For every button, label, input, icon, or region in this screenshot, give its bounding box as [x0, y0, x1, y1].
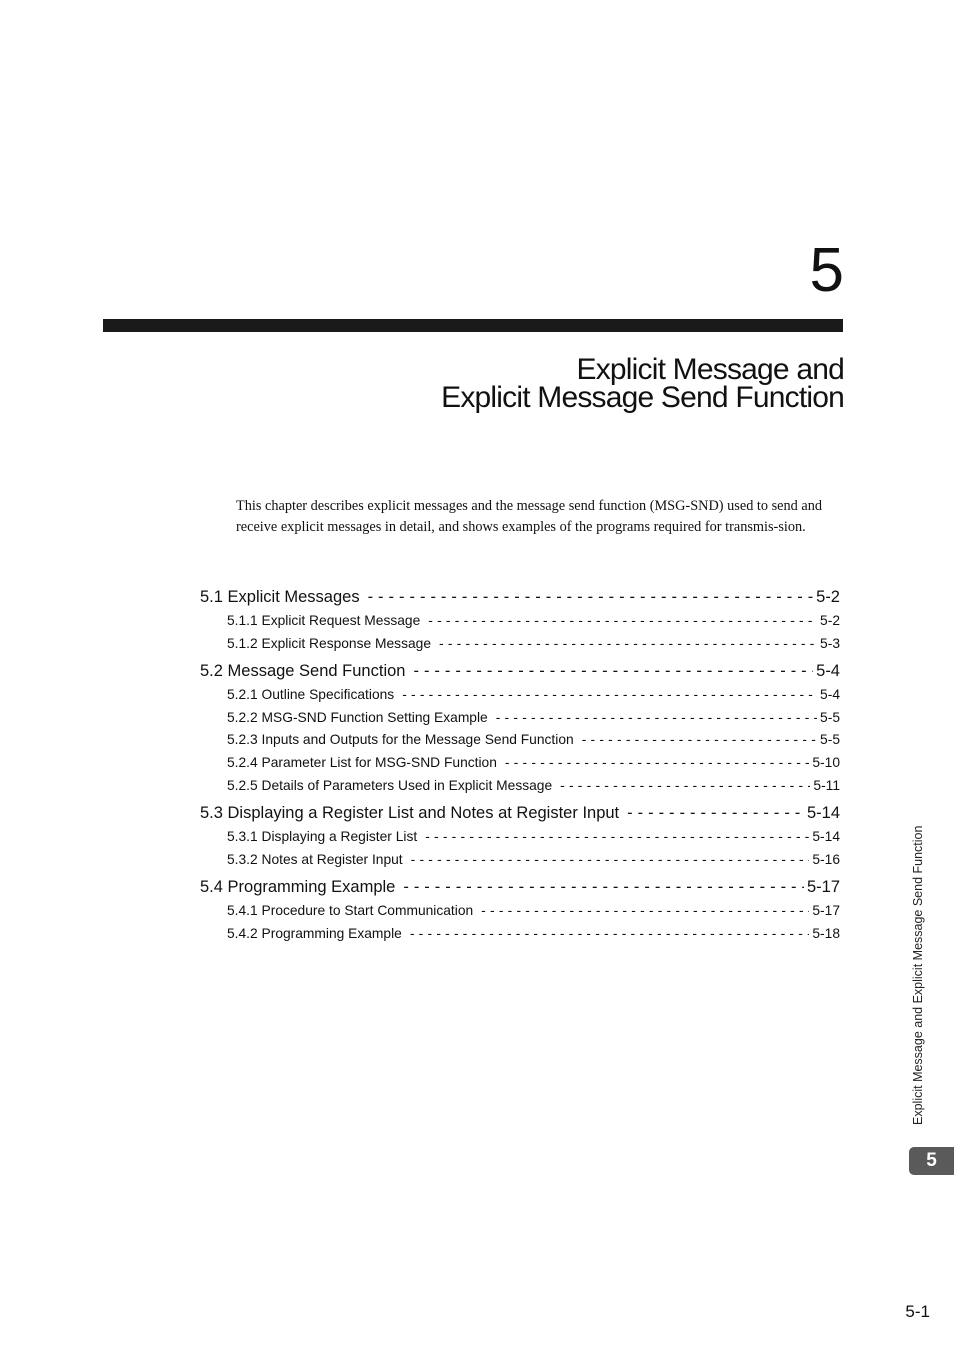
toc-subsection-5-2-2[interactable]	[200, 707, 840, 730]
toc-subsection-5-1-1[interactable]	[200, 610, 840, 633]
toc-label: 5.1 Explicit Messages	[200, 588, 360, 606]
toc-subsection-5-4-2[interactable]	[200, 923, 840, 946]
chapter-title-line-1: Explicit Message and	[576, 353, 844, 386]
chapter-intro: This chapter describes explicit messages and the message send function (MSG-SND) used to send and receive explicit messages in detail, and shows examples of the programs required for transmis-sion.	[236, 498, 823, 535]
toc-subsection-5-2-4[interactable]	[200, 752, 840, 775]
chapter-thumb-tab[interactable]: 5	[909, 1147, 954, 1175]
toc-label: 5.4.2 Programming Example	[227, 925, 402, 941]
toc-leader	[402, 684, 817, 707]
toc-label: 5.2.3 Inputs and Outputs for the Message Send Function	[227, 732, 574, 748]
toc-label: 5.2.4 Parameter List for MSG-SND Function	[227, 754, 497, 770]
toc-page: 5-18	[812, 925, 840, 941]
toc-section-5-1[interactable]	[200, 585, 840, 610]
toc-leader	[428, 610, 817, 633]
toc-leader	[413, 659, 813, 684]
side-chapter-label: Explicit Message and Explicit Message Send Function	[911, 825, 925, 1125]
chapter-divider-bar	[103, 319, 843, 332]
toc-label: 5.1.2 Explicit Response Message	[227, 635, 431, 651]
toc-subsection-5-4-1[interactable]	[200, 900, 840, 923]
toc-page: 5-11	[813, 777, 840, 793]
toc-label: 5.4.1 Procedure to Start Communication	[227, 903, 474, 919]
toc-label: 5.3.1 Displaying a Register List	[227, 829, 418, 845]
page-number: 5-1	[905, 1302, 930, 1321]
toc-page: 5-14	[806, 804, 840, 823]
toc-section-5-2[interactable]	[200, 659, 840, 684]
toc-page: 5-17	[812, 903, 840, 919]
toc-leader	[439, 633, 817, 656]
toc-page: 5-10	[812, 754, 840, 770]
toc-leader	[481, 900, 809, 923]
toc-page: 5-2	[816, 588, 840, 606]
toc-label: 5.2.2 MSG-SND Function Setting Example	[227, 709, 488, 725]
toc-subsection-5-2-5[interactable]	[200, 775, 840, 798]
chapter-number: 5	[809, 236, 844, 305]
toc-label: 5.3 Displaying a Register List and Notes at Register Input	[200, 804, 620, 823]
table-of-contents	[200, 585, 840, 946]
toc-leader	[410, 923, 810, 946]
toc-leader	[582, 729, 817, 752]
toc-subsection-5-3-1[interactable]	[200, 826, 840, 849]
toc-page: 5-3	[820, 635, 840, 651]
chapter-title	[441, 353, 844, 414]
toc-label: 5.3.2 Notes at Register Input	[227, 851, 403, 867]
toc-subsection-5-1-2[interactable]	[200, 633, 840, 656]
toc-leader	[560, 775, 810, 798]
toc-leader	[403, 875, 804, 900]
toc-subsection-5-2-3[interactable]	[200, 729, 840, 752]
toc-leader	[411, 849, 810, 872]
toc-page: 5-17	[806, 878, 840, 897]
toc-leader	[368, 585, 814, 610]
toc-label: 5.4 Programming Example	[200, 878, 396, 897]
toc-page: 5-5	[820, 732, 840, 748]
toc-section-5-4[interactable]	[200, 875, 840, 900]
toc-page: 5-14	[812, 829, 840, 845]
toc-page: 5-5	[820, 709, 840, 725]
toc-subsection-5-3-2[interactable]	[200, 849, 840, 872]
toc-label: 5.2.5 Details of Parameters Used in Explicit Message	[227, 777, 553, 793]
toc-leader	[627, 801, 804, 826]
toc-page: 5-2	[820, 613, 840, 628]
toc-leader	[496, 707, 817, 730]
toc-page: 5-4	[816, 662, 840, 681]
toc-page: 5-16	[812, 851, 840, 867]
toc-leader	[505, 752, 809, 775]
toc-label: 5.2.1 Outline Specifications	[227, 687, 395, 703]
toc-section-5-3[interactable]	[200, 801, 840, 826]
toc-label: 5.1.1 Explicit Request Message	[227, 613, 421, 628]
toc-page: 5-4	[820, 687, 840, 703]
toc-subsection-5-2-1[interactable]	[200, 684, 840, 707]
toc-leader	[425, 826, 809, 849]
toc-label: 5.2 Message Send Function	[200, 662, 406, 681]
chapter-title-line-2: Explicit Message Send Function	[441, 381, 844, 414]
